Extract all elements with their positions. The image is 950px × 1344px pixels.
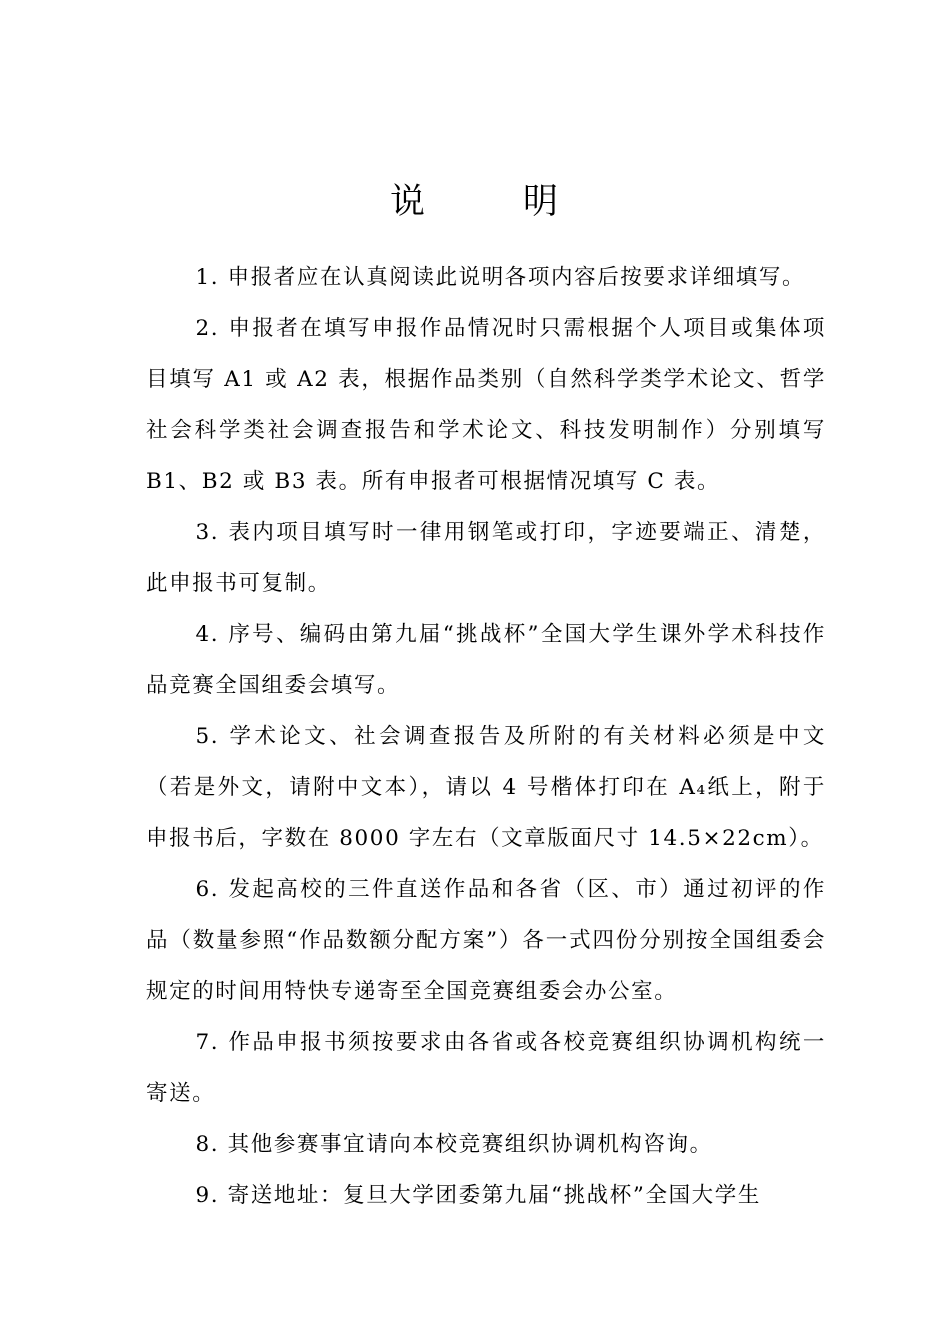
instruction-item-3 <box>146 507 826 609</box>
item-text: 申报者在填写申报作品情况时只需根据个人项目或集体项目填写 A1 或 A2 表，根据作品类别（自然科学类学术论文、哲学社会科学类社会调查报告和学术论文、科技发明制作）分别填写 B1、B2 或 B3 表。所有申报者可根据情况填写 C 表。 <box>146 316 826 494</box>
item-text: 其他参赛事宜请向本校竞赛组织协调机构咨询。 <box>227 1132 713 1157</box>
item-text: 发起高校的三件直送作品和各省（区、市）通过初评的作品（数量参照“作品数额分配方案”）各一式四份分别按全国组委会规定的时间用特快专递寄至全国竞赛组委会办公室。 <box>146 877 826 1004</box>
instruction-item-9 <box>146 1170 826 1221</box>
item-text: 寄送地址：复旦大学团委第九届“挑战杯”全国大学生 <box>227 1183 761 1208</box>
instructions-list <box>146 252 826 1221</box>
page-title <box>0 176 950 228</box>
item-text: 学术论文、社会调查报告及所附的有关材料必须是中文（若是外文，请附中文本），请以 4 号楷体打印在 A₄纸上，附于申报书后，字数在 8000 字左右（文章版面尺寸 14.5×22cm）。 <box>146 724 827 851</box>
item-number: 3. <box>195 520 220 545</box>
item-number: 9. <box>195 1183 220 1208</box>
instruction-item-6 <box>146 864 826 1017</box>
item-number: 1. <box>195 265 220 290</box>
item-number: 6. <box>195 877 220 902</box>
title-char-1: 说 <box>389 182 427 222</box>
item-number: 7. <box>195 1030 220 1055</box>
instruction-item-1 <box>146 252 826 303</box>
item-number: 2. <box>195 316 220 341</box>
item-text: 申报者应在认真阅读此说明各项内容后按要求详细填写。 <box>227 265 806 290</box>
item-number: 5. <box>195 724 220 749</box>
item-number: 8. <box>195 1132 220 1157</box>
instruction-item-5 <box>146 711 826 864</box>
instruction-item-4 <box>146 609 826 711</box>
title-char-2: 明 <box>523 182 561 222</box>
item-number: 4. <box>195 622 220 647</box>
item-text: 序号、编码由第九届“挑战杯”全国大学生课外学术科技作品竞赛全国组委会填写。 <box>146 622 827 698</box>
instruction-item-8 <box>146 1119 826 1170</box>
item-text: 表内项目填写时一律用钢笔或打印，字迹要端正、清楚，此申报书可复制。 <box>146 520 826 596</box>
instruction-item-7 <box>146 1017 826 1119</box>
instruction-item-2 <box>146 303 826 507</box>
item-text: 作品申报书须按要求由各省或各校竞赛组织协调机构统一寄送。 <box>146 1030 826 1106</box>
